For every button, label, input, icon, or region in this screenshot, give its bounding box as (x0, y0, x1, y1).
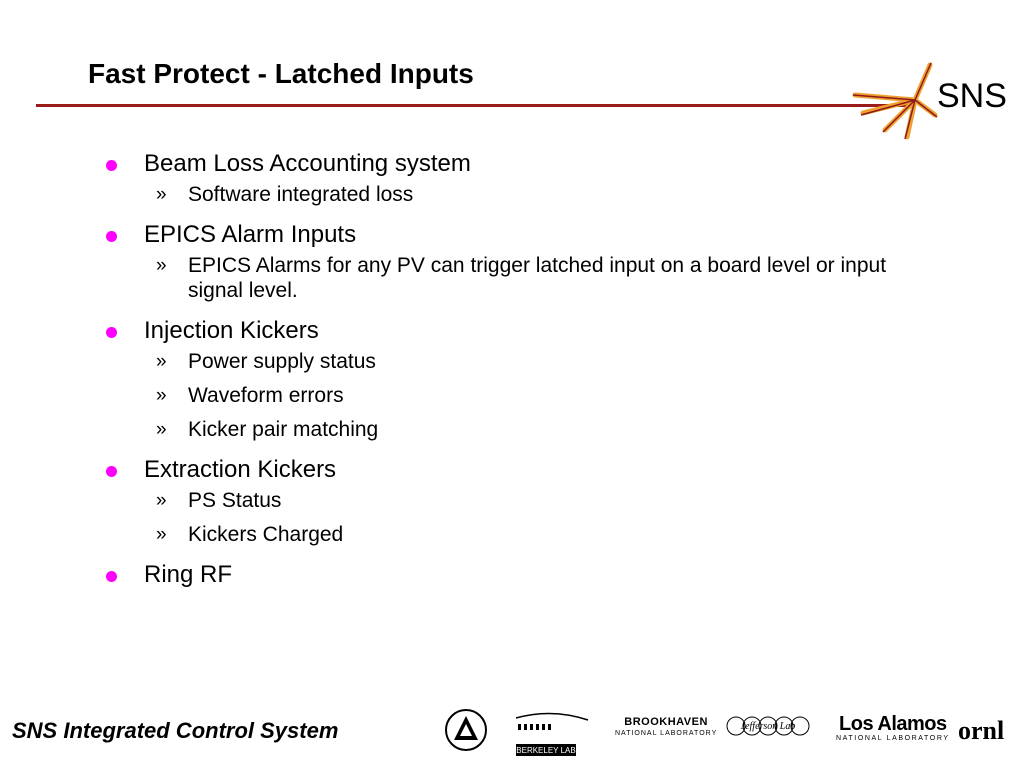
sub-bullet-item (100, 522, 920, 547)
los-alamos-sublabel: NATIONAL LABORATORY (836, 735, 950, 742)
sub-bullet-item (100, 488, 920, 513)
bullet-list (100, 150, 920, 603)
bullet-text: Beam Loss Accounting system (144, 150, 471, 177)
brookhaven-label: BROOKHAVEN (624, 716, 708, 728)
bullet-item (100, 456, 920, 484)
sub-bullet-item (100, 383, 920, 408)
bullet-dot-icon (106, 231, 117, 242)
bullet-item (100, 221, 920, 249)
bullet-item (100, 150, 920, 178)
bullet-group (100, 221, 920, 303)
bullet-group (100, 317, 920, 442)
sub-bullet-item (100, 417, 920, 442)
bullet-text: Injection Kickers (144, 317, 319, 344)
sub-bullet-text: PS Status (188, 489, 282, 512)
title-rule (36, 104, 916, 107)
jefferson-lab-logo (722, 710, 814, 754)
bullet-dot-icon (106, 571, 117, 582)
sub-bullet-text: Waveform errors (188, 384, 344, 407)
sub-bullet-marker: » (156, 255, 167, 276)
sub-bullet-text: Kickers Charged (188, 523, 344, 546)
bullet-dot-icon (106, 466, 117, 477)
bullet-text: Extraction Kickers (144, 456, 337, 483)
sub-bullet-text: Power supply status (188, 350, 376, 373)
bullet-text: Ring RF (144, 561, 233, 588)
sub-bullet-text: Software integrated loss (188, 183, 414, 206)
bullet-group (100, 150, 920, 207)
sub-bullet-item (100, 349, 920, 374)
bullet-item (100, 317, 920, 345)
brookhaven-logo (615, 716, 717, 740)
bullet-group (100, 561, 920, 589)
brookhaven-sublabel: NATIONAL LABORATORY (615, 730, 718, 737)
sub-bullet-marker: » (156, 385, 167, 406)
sub-bullet-marker: » (156, 524, 167, 545)
sub-bullet-marker: » (156, 490, 167, 511)
bullet-item (100, 561, 920, 589)
berkeley-lab-logo (512, 704, 592, 760)
sns-logo (845, 55, 1007, 140)
jefferson-lab-label: Jefferson Lab (740, 721, 796, 732)
partner-logos (440, 700, 1020, 762)
berkeley-lab-label: BERKELEY LAB (516, 746, 576, 755)
sub-bullet-marker: » (156, 351, 167, 372)
los-alamos-label: Los Alamos (839, 713, 947, 735)
bullet-text: EPICS Alarm Inputs (144, 221, 357, 248)
sub-bullet-marker: » (156, 419, 167, 440)
los-alamos-logo (836, 714, 950, 744)
slide-title: Fast Protect - Latched Inputs (88, 58, 474, 89)
sub-bullet-text: EPICS Alarms for any PV can trigger latched input on a board level or input signal level. (188, 254, 887, 302)
sub-bullet-marker: » (156, 184, 167, 205)
sub-bullet-text: Kicker pair matching (188, 418, 379, 441)
sub-bullet-item (100, 253, 920, 303)
footer-title: SNS Integrated Control System (12, 718, 339, 743)
ornl-logo: ornl (958, 716, 1005, 745)
sns-logo-text: SNS (937, 77, 1007, 115)
argonne-logo (444, 706, 488, 758)
bullet-dot-icon (106, 160, 117, 171)
sub-bullet-item (100, 182, 920, 207)
bullet-dot-icon (106, 327, 117, 338)
bullet-group (100, 456, 920, 547)
